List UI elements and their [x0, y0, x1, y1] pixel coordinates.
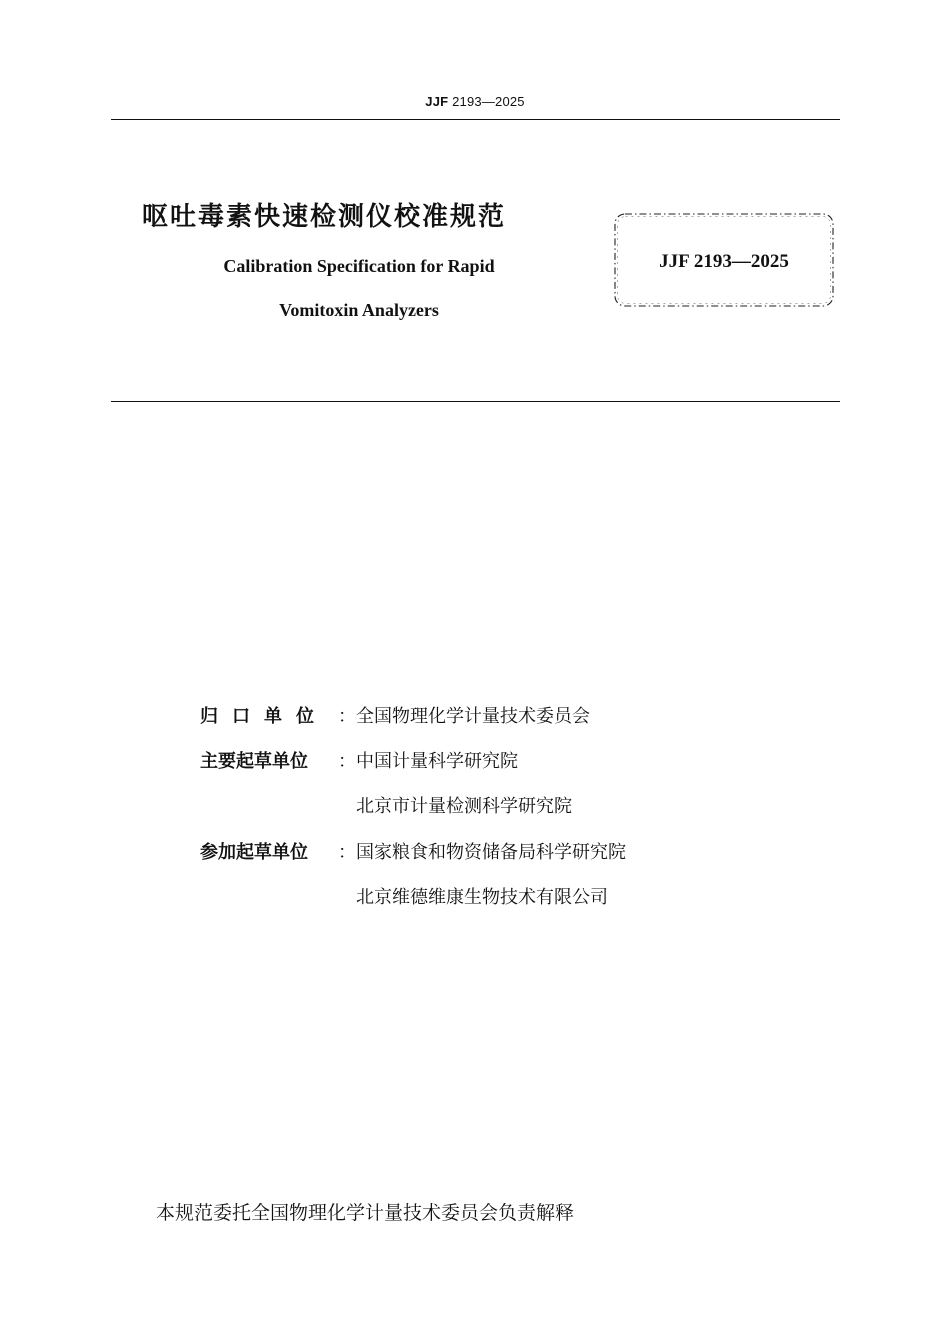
main-drafting-value-2: 北京市计量检测科学研究院 — [356, 796, 572, 817]
responsible-unit-value: 全国物理化学计量技术委员会 — [356, 706, 590, 727]
title-english-line-1: Calibration Specification for Rapid — [223, 256, 495, 276]
footer-note: 本规范委托全国物理化学计量技术委员会负责解释 — [156, 1202, 575, 1224]
header-code-prefix: JJF — [425, 94, 449, 109]
participating-label: 参加起草单位 — [200, 842, 308, 863]
header-code-number: 2193—2025 — [452, 94, 525, 109]
responsible-unit-label: 归口单位 — [200, 706, 328, 727]
main-drafting-value-1: 中国计量科学研究院 — [356, 751, 518, 772]
title-english-line-2: Vomitoxin Analyzers — [279, 300, 439, 320]
responsible-unit-colon: ： — [338, 706, 356, 727]
top-rule — [111, 119, 840, 120]
participating-colon: ： — [338, 842, 356, 863]
code-box — [612, 211, 836, 309]
main-drafting-colon: ： — [338, 751, 356, 772]
title-chinese: 呕吐毒素快速检测仪校准规范 — [142, 202, 507, 232]
participating-value-2: 北京维德维康生物技术有限公司 — [356, 887, 608, 908]
participating-value-1: 国家粮食和物资储备局科学研究院 — [356, 842, 626, 863]
code-box-text: JJF 2193—2025 — [659, 251, 789, 272]
mid-rule — [111, 401, 840, 402]
main-drafting-label: 主要起草单位 — [200, 751, 308, 772]
header-code — [0, 94, 950, 109]
